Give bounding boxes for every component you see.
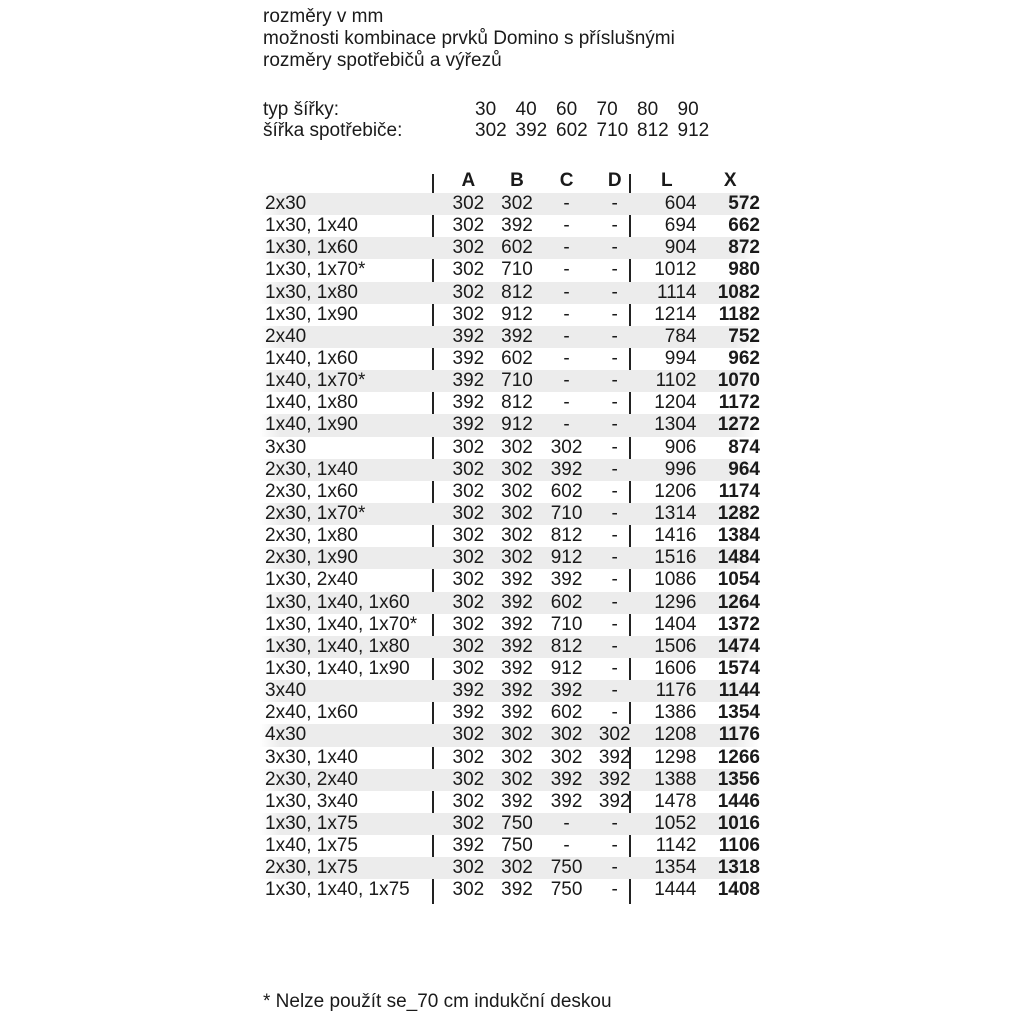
cell-col-c: -: [563, 215, 570, 237]
cell-col-x: 752: [728, 325, 760, 347]
cell-col-a: 302: [452, 303, 485, 325]
cell-col-d: -: [611, 835, 618, 857]
cell-col-b: 302: [501, 193, 533, 214]
cell-combination: 3x40: [265, 680, 307, 702]
cell-combination: 1x30, 3x40: [265, 790, 358, 812]
width-label: šířka spotřebiče:: [263, 120, 403, 141]
cell-combination: 2x40, 1x60: [265, 702, 358, 724]
cell-col-d: -: [611, 635, 618, 657]
cell-col-c: 750: [550, 879, 583, 901]
cell-col-a: 302: [452, 879, 485, 901]
cell-col-c: 912: [550, 547, 583, 569]
table-row: [260, 304, 760, 326]
cell-combination: 1x30, 1x40, 1x80: [265, 635, 410, 657]
cell-col-b: 710: [501, 259, 533, 281]
cell-combination: 3x30, 1x40: [265, 746, 358, 768]
cell-col-c: 392: [550, 458, 583, 480]
cell-col-b: 912: [501, 303, 533, 325]
cell-col-c: -: [563, 370, 570, 392]
cell-col-a: 302: [452, 193, 485, 214]
cell-col-c: 392: [550, 569, 583, 591]
table-row: [260, 370, 760, 392]
width-value: 912: [677, 120, 710, 141]
cell-col-c: -: [563, 812, 570, 834]
cell-col-c: 302: [550, 746, 583, 768]
intro-line: možnosti kombinace prvků Domino s příslušnými: [263, 28, 675, 49]
cell-col-c: 812: [550, 635, 583, 657]
cell-col-b: 392: [501, 325, 533, 347]
intro-text: [263, 6, 675, 72]
cell-col-b: 302: [501, 525, 533, 547]
cell-col-l: 1142: [655, 835, 697, 857]
width-value: 602: [556, 120, 588, 141]
cell-col-a: 302: [452, 569, 485, 591]
table-row: [260, 503, 760, 525]
cell-col-d: -: [611, 569, 618, 591]
cell-col-b: 302: [501, 480, 533, 502]
cell-col-l: 1296: [654, 591, 697, 613]
cell-col-d: -: [611, 547, 618, 569]
cell-col-c: 812: [550, 525, 583, 547]
cell-combination: 4x30: [265, 724, 307, 746]
cell-col-l: 1204: [654, 392, 697, 414]
cell-col-x: 1054: [717, 569, 760, 591]
table-row: [260, 237, 760, 259]
cell-col-a: 302: [452, 812, 485, 834]
table-row: [260, 569, 760, 591]
table-row: [260, 592, 760, 614]
cell-col-x: 1174: [718, 480, 760, 502]
cell-col-x: 1282: [717, 502, 760, 524]
cell-combination: 1x40, 1x60: [265, 347, 358, 369]
cell-combination: 3x30: [265, 436, 307, 458]
cell-col-l: 1114: [657, 281, 697, 303]
cell-col-a: 302: [452, 502, 485, 524]
cell-col-c: -: [563, 259, 570, 281]
cell-col-x: 1176: [718, 724, 760, 746]
cell-col-d: -: [611, 812, 618, 834]
cell-col-a: 392: [452, 392, 485, 414]
cell-combination: 1x30, 1x40, 1x75: [265, 879, 410, 901]
cell-col-c: -: [563, 347, 570, 369]
cell-col-x: 1272: [717, 414, 760, 436]
cell-col-d: -: [611, 680, 618, 702]
cell-combination: 2x40: [265, 325, 307, 347]
cell-combination: 2x30, 1x60: [265, 480, 358, 502]
cell-col-d: -: [611, 325, 618, 347]
cell-col-a: 302: [452, 525, 485, 547]
cell-col-b: 602: [501, 347, 533, 369]
type-value: 80: [637, 99, 659, 120]
cell-col-a: 302: [452, 215, 485, 237]
header-a: A: [461, 170, 476, 191]
cell-col-l: 1012: [654, 259, 697, 281]
table-row: [260, 259, 760, 281]
cell-col-a: 302: [452, 657, 485, 679]
header-c: C: [559, 170, 574, 191]
cell-combination: 2x30, 1x70*: [265, 502, 366, 524]
table-row: [260, 459, 760, 481]
cell-col-d: -: [611, 347, 618, 369]
table-row: [260, 747, 760, 769]
cell-col-l: 1052: [654, 812, 697, 834]
cell-col-d: -: [611, 458, 618, 480]
table-row: [260, 813, 760, 835]
header-b: B: [510, 170, 524, 191]
cell-combination: 2x30, 1x75: [265, 857, 358, 879]
table-row: [260, 437, 760, 459]
table-row: [260, 791, 760, 813]
cell-col-d: 392: [598, 768, 631, 790]
cell-col-a: 392: [452, 835, 485, 857]
cell-col-d: -: [611, 436, 618, 458]
cell-col-a: 302: [452, 591, 485, 613]
cell-col-x: 1172: [718, 392, 760, 414]
cell-col-x: 1318: [717, 857, 760, 879]
cell-col-l: 694: [664, 215, 697, 237]
cell-col-c: 602: [550, 480, 583, 502]
cell-col-c: -: [563, 325, 570, 347]
cell-col-a: 302: [452, 436, 485, 458]
table-row: [260, 547, 760, 569]
table-row: [260, 348, 760, 370]
cell-col-x: 662: [728, 215, 760, 237]
table-row: [260, 326, 760, 348]
cell-col-l: 604: [664, 193, 697, 214]
cell-col-l: 1478: [654, 790, 697, 812]
cell-col-d: -: [611, 613, 618, 635]
cell-col-b: 302: [501, 458, 533, 480]
cell-col-x: 1354: [717, 702, 760, 724]
cell-col-a: 392: [452, 414, 485, 436]
cell-col-b: 302: [501, 436, 533, 458]
cell-col-d: -: [611, 525, 618, 547]
cell-col-x: 1574: [717, 657, 760, 679]
cell-col-l: 1388: [654, 768, 697, 790]
cell-col-a: 392: [452, 370, 485, 392]
type-widths: [263, 99, 718, 141]
cell-col-x: 1372: [717, 613, 760, 635]
cell-combination: 1x30, 1x60: [265, 237, 358, 259]
cell-combination: 2x30, 1x80: [265, 525, 358, 547]
cell-col-a: 392: [452, 702, 485, 724]
cell-col-b: 392: [501, 790, 533, 812]
cell-col-a: 392: [452, 680, 485, 702]
table-row: [260, 481, 760, 503]
cell-col-c: -: [563, 193, 570, 214]
cell-col-l: 1506: [654, 635, 697, 657]
cell-col-d: -: [611, 281, 618, 303]
cell-col-c: 392: [550, 680, 583, 702]
intro-line: rozměry v mm: [263, 6, 384, 27]
cell-col-d: 392: [598, 746, 631, 768]
cell-col-a: 302: [452, 746, 485, 768]
width-value: 812: [637, 120, 669, 141]
cell-combination: 1x30, 1x75: [265, 812, 358, 834]
header-l: L: [660, 170, 673, 191]
cell-col-a: 302: [452, 635, 485, 657]
cell-col-d: -: [611, 303, 618, 325]
cell-col-a: 302: [452, 724, 485, 746]
cell-col-a: 302: [452, 857, 485, 879]
footnote: * Nelze použít se_70 cm indukční deskou: [263, 991, 612, 1012]
cell-col-c: 302: [550, 436, 583, 458]
cell-col-b: 302: [501, 724, 533, 746]
cell-col-d: -: [611, 857, 618, 879]
cell-col-d: -: [611, 259, 618, 281]
cell-col-a: 302: [452, 281, 485, 303]
cell-col-x: 1082: [717, 281, 760, 303]
header-d: D: [607, 170, 622, 191]
cell-combination: 2x30, 2x40: [265, 768, 358, 790]
cell-col-x: 1016: [717, 812, 760, 834]
table-row: [260, 614, 760, 636]
cell-col-a: 392: [452, 325, 485, 347]
cell-col-x: 1408: [717, 879, 760, 901]
cell-combination: 1x30, 1x40, 1x90: [265, 657, 410, 679]
cell-col-b: 912: [501, 414, 533, 436]
combination-table: [260, 169, 760, 902]
cell-combination: 1x30, 1x40: [265, 215, 358, 237]
cell-col-l: 1314: [654, 502, 697, 524]
cell-col-d: -: [611, 237, 618, 259]
cell-col-b: 750: [501, 812, 533, 834]
cell-col-b: 392: [501, 702, 533, 724]
table-row: [260, 414, 760, 436]
cell-col-c: -: [563, 303, 570, 325]
cell-combination: 1x30, 1x40, 1x70*: [265, 613, 418, 635]
cell-col-x: 1474: [717, 635, 760, 657]
cell-col-b: 392: [501, 591, 533, 613]
cell-col-b: 750: [501, 835, 533, 857]
cell-col-d: -: [611, 193, 618, 214]
cell-col-a: 302: [452, 613, 485, 635]
cell-col-d: -: [611, 370, 618, 392]
cell-col-c: 912: [550, 657, 583, 679]
table-row: [260, 724, 760, 746]
cell-col-l: 1444: [654, 879, 697, 901]
cell-col-b: 392: [501, 635, 533, 657]
cell-col-d: -: [611, 502, 618, 524]
cell-col-b: 302: [501, 547, 533, 569]
cell-col-l: 906: [664, 436, 697, 458]
cell-col-b: 392: [501, 569, 533, 591]
cell-col-l: 1176: [655, 680, 697, 702]
cell-col-c: -: [563, 237, 570, 259]
table-row: [260, 525, 760, 547]
cell-col-l: 994: [664, 347, 697, 369]
cell-col-d: -: [611, 702, 618, 724]
table-row: [260, 215, 760, 237]
cell-col-x: 1266: [717, 746, 760, 768]
cell-col-l: 1208: [654, 724, 697, 746]
cell-col-c: 710: [550, 613, 583, 635]
cell-col-b: 812: [501, 281, 533, 303]
cell-combination: 1x30, 2x40: [265, 569, 358, 591]
cell-col-x: 1356: [717, 768, 760, 790]
cell-col-d: -: [611, 480, 618, 502]
width-value: 710: [596, 120, 629, 141]
cell-col-d: 302: [598, 724, 631, 746]
table-row: [260, 636, 760, 658]
cell-col-c: -: [563, 281, 570, 303]
cell-col-l: 1386: [654, 702, 697, 724]
cell-col-l: 1416: [654, 525, 697, 547]
cell-col-c: -: [563, 414, 570, 436]
cell-col-l: 1102: [655, 370, 697, 392]
cell-col-x: 1264: [717, 591, 760, 613]
table-row: [260, 835, 760, 857]
cell-col-a: 302: [452, 547, 485, 569]
cell-col-b: 392: [501, 613, 533, 635]
cell-combination: 1x30, 1x70*: [265, 259, 366, 281]
table-row: [260, 879, 760, 901]
cell-col-b: 392: [501, 657, 533, 679]
cell-combination: 1x30, 1x80: [265, 281, 358, 303]
cell-combination: 1x30, 1x40, 1x60: [265, 591, 410, 613]
width-value: 392: [515, 120, 548, 141]
type-value: 30: [475, 99, 497, 120]
table-row: [260, 193, 760, 215]
cell-col-a: 392: [452, 347, 485, 369]
cell-col-x: 1446: [717, 790, 760, 812]
cell-col-c: 392: [550, 768, 583, 790]
cell-col-x: 1106: [718, 835, 760, 857]
cell-col-c: -: [563, 835, 570, 857]
cell-col-b: 302: [501, 746, 533, 768]
intro-line: rozměry spotřebičů a výřezů: [263, 50, 502, 71]
cell-col-x: 1144: [718, 680, 760, 702]
cell-col-a: 302: [452, 259, 485, 281]
cell-col-d: -: [611, 657, 618, 679]
table-header: [260, 169, 760, 193]
table-row: [260, 282, 760, 304]
cell-col-x: 1070: [717, 370, 760, 392]
cell-col-x: 1182: [718, 303, 760, 325]
type-value: 70: [596, 99, 618, 120]
cell-col-a: 302: [452, 458, 485, 480]
cell-col-d: -: [611, 414, 618, 436]
cell-col-b: 710: [501, 370, 533, 392]
cell-combination: 1x30, 1x90: [265, 303, 358, 325]
cell-col-a: 302: [452, 768, 485, 790]
cell-col-l: 784: [664, 325, 697, 347]
cell-col-l: 1304: [654, 414, 697, 436]
cell-col-x: 1484: [717, 547, 760, 569]
cell-col-c: 710: [550, 502, 583, 524]
cell-col-l: 904: [664, 237, 697, 259]
cell-col-d: 392: [598, 790, 631, 812]
width-value: 302: [475, 120, 507, 141]
cell-combination: 1x40, 1x90: [265, 414, 358, 436]
cell-combination: 1x40, 1x75: [265, 835, 358, 857]
cell-combination: 2x30, 1x90: [265, 547, 358, 569]
header-x: X: [723, 170, 737, 191]
cell-col-l: 1404: [654, 613, 697, 635]
cell-col-x: 964: [728, 458, 760, 480]
cell-col-b: 812: [501, 392, 533, 414]
cell-col-x: 980: [728, 259, 760, 281]
cell-col-a: 302: [452, 790, 485, 812]
type-value: 90: [677, 99, 699, 120]
cell-combination: 2x30, 1x40: [265, 458, 358, 480]
cell-col-b: 302: [501, 768, 533, 790]
cell-col-b: 392: [501, 680, 533, 702]
cell-col-l: 1206: [654, 480, 697, 502]
table-row: [260, 769, 760, 791]
cell-col-l: 1354: [654, 857, 697, 879]
cell-col-d: -: [611, 591, 618, 613]
cell-col-b: 392: [501, 879, 533, 901]
cell-col-b: 392: [501, 215, 533, 237]
cell-col-c: -: [563, 392, 570, 414]
cell-combination: 2x30: [265, 193, 307, 214]
cell-col-c: 750: [550, 857, 583, 879]
type-value: 40: [515, 99, 537, 120]
table-row: [260, 658, 760, 680]
cell-col-x: 1384: [717, 525, 760, 547]
cell-col-a: 302: [452, 480, 485, 502]
cell-col-d: -: [611, 215, 618, 237]
type-label: typ šířky:: [263, 99, 340, 120]
cell-col-l: 1298: [654, 746, 697, 768]
cell-col-d: -: [611, 879, 618, 901]
cell-col-l: 1606: [654, 657, 697, 679]
cell-col-d: -: [611, 392, 618, 414]
cell-col-b: 302: [501, 857, 533, 879]
cell-col-c: 302: [550, 724, 583, 746]
cell-col-x: 872: [728, 237, 760, 259]
table-row: [260, 392, 760, 414]
cell-col-c: 602: [550, 702, 583, 724]
cell-col-x: 962: [728, 347, 760, 369]
table-row: [260, 702, 760, 724]
cell-col-l: 996: [664, 458, 697, 480]
cell-col-x: 572: [728, 193, 760, 214]
cell-col-x: 874: [728, 436, 760, 458]
cell-col-c: 602: [550, 591, 583, 613]
cell-col-l: 1214: [654, 303, 697, 325]
table-row: [260, 680, 760, 702]
cell-col-c: 392: [550, 790, 583, 812]
cell-col-l: 1086: [654, 569, 697, 591]
cell-col-l: 1516: [654, 547, 697, 569]
cell-combination: 1x40, 1x70*: [265, 370, 366, 392]
cell-col-b: 602: [501, 237, 533, 259]
cell-col-b: 302: [501, 502, 533, 524]
cell-col-a: 302: [452, 237, 485, 259]
cell-combination: 1x40, 1x80: [265, 392, 358, 414]
type-value: 60: [556, 99, 578, 120]
table-row: [260, 857, 760, 879]
